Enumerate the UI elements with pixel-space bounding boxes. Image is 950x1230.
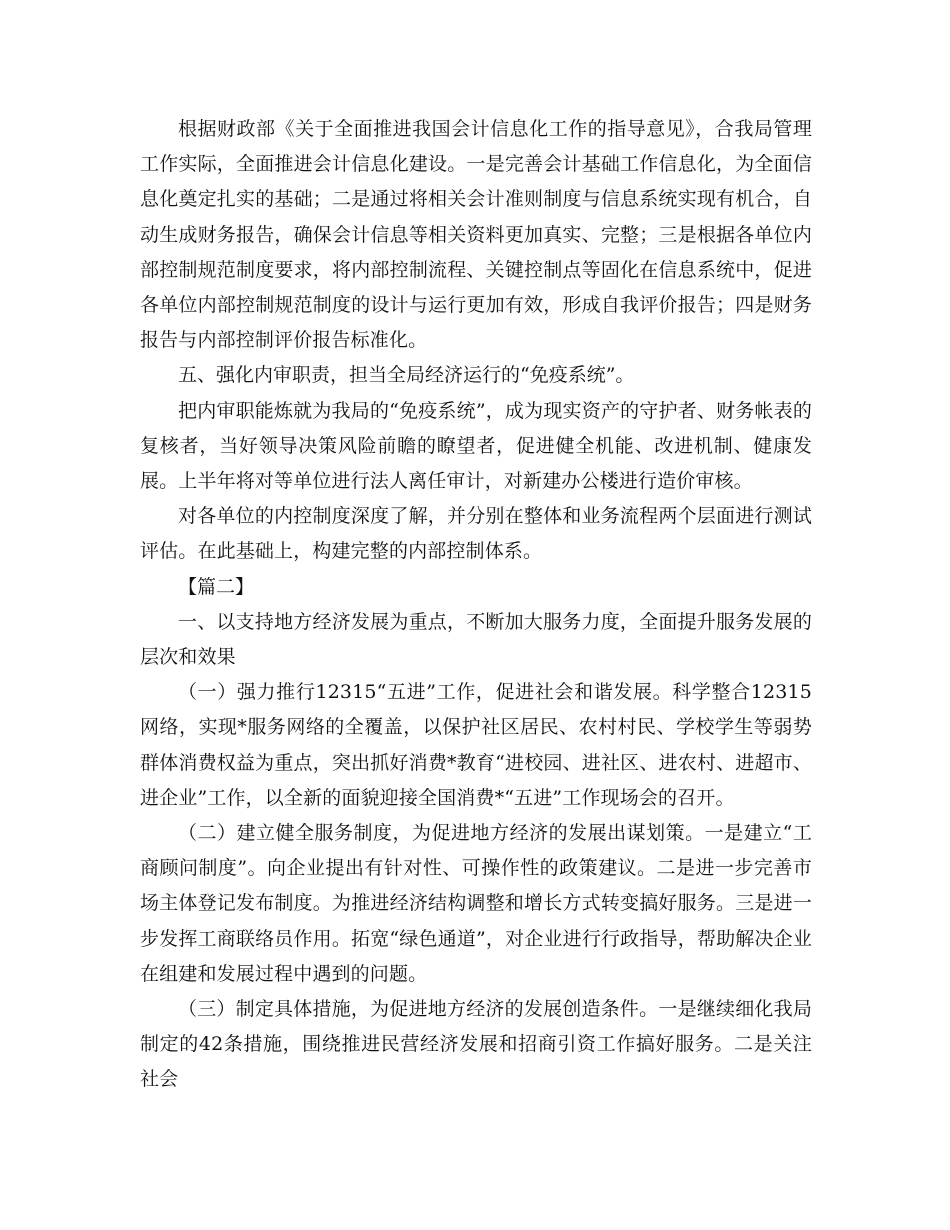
paragraph-service-system: （二）建立健全服务制度，为促进地方经济的发展出谋划策。一是建立“工商顾问制度”。向企业提出有针对性、可操作性的政策建议。二是进一步完善市场主体登记发布制度。为推进经济结构调整和增长方式转变搞好服务。三是进一步发挥工商联络员作用。拓宽“绿色通道”，对企业进行行政指导，帮助解决企业在组建和发展过程中遇到的问题。	[140, 822, 812, 985]
paragraph-12315: （一）强力推行12315“五进”工作，促进社会和谐发展。科学整合12315网络，实现*服务网络的全覆盖，以保护社区居民、农村村民、学校学生等弱势群体消费权益为重点，突出抓好消费*教育“进校园、进社区、进农村、进超市、进企业”工作，以全新的面貌迎接全国消费*“五进”工作现场会的召开。	[140, 681, 812, 809]
part-two-heading: 【篇二】	[178, 575, 255, 598]
paragraph-accounting-informatization: 根据财政部《关于全面推进我国会计信息化工作的指导意见》，合我局管理工作实际，全面推进会计信息化建设。一是完善会计基础工作信息化，为全面信息化奠定扎实的基础；二是通过将相关会计准则制度与信息系统实现有机合，自动生成财务报告，确保会计信息等相关资料更加真实、完整；三是根据各单位内部控制规范制度要求，将内部控制流程、关键控制点等固化在信息系统中，促进各单位内部控制规范制度的设计与运行更加有效，形成自我评价报告；四是财务报告与内部控制评价报告标准化。	[140, 118, 812, 352]
section-heading-local-economy: 一、以支持地方经济发展为重点，不断加大服务力度，全面提升服务发展的层次和效果	[140, 610, 812, 669]
paragraph-internal-control: 对各单位的内控制度深度了解，并分别在整体和业务流程两个层面进行测试评估。在此基础上，构建完整的内部控制体系。	[140, 505, 812, 563]
paragraph-specific-measures: （三）制定具体措施，为促进地方经济的发展创造条件。一是继续细化我局制定的42条措施，围绕推进民营经济发展和招商引资工作搞好服务。二是关注社会	[140, 998, 812, 1091]
section-heading-internal-audit: 五、强化内审职责，担当全局经济运行的“免疫系统”。	[178, 364, 635, 387]
document-body	[140, 112, 812, 1098]
paragraph-immune-system: 把内审职能炼就为我局的“免疫系统”，成为现实资产的守护者、财务帐表的复核者，当好领导决策风险前瞻的瞭望者，促进健全机能、改进机制、健康发展。上半年将对等单位进行法人离任审计，对新建办公楼进行造价审核。	[140, 399, 812, 493]
